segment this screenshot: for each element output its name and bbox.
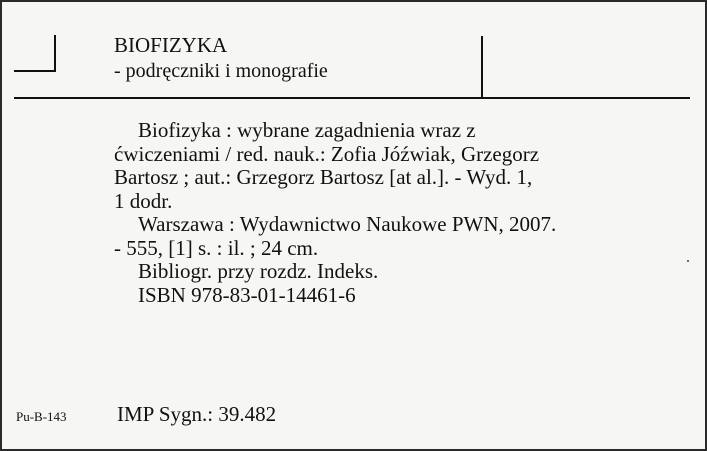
- corner-bracket-mark: [14, 35, 56, 72]
- subject-title: BIOFIZYKA: [114, 33, 228, 57]
- library-code: Pu-B-143: [16, 409, 67, 424]
- imprint-line-2: - 555, [1] s. : il. ; 24 cm.: [114, 235, 319, 260]
- vertical-divider: [481, 36, 483, 98]
- subject-subtitle: - podręczniki i monografie: [114, 60, 328, 82]
- card-speck: [687, 260, 689, 262]
- notes-line: Bibliogr. przy rozdz. Indeks.: [138, 259, 379, 283]
- title-statement-line-1: Biofizyka : wybrane zagadnienia wraz z: [138, 118, 476, 142]
- title-statement-line-3: Bartosz ; aut.: Grzegorz Bartosz [at al.]. - Wyd. 1,: [114, 165, 533, 189]
- horizontal-rule: [14, 97, 690, 99]
- isbn-line: ISBN 978-83-01-14461-6: [138, 282, 356, 307]
- bibliographic-description: [114, 119, 674, 307]
- title-statement-line-2: ćwiczeniami / red. nauk.: Zofia Jóźwiak, Grzegorz: [114, 141, 540, 166]
- imprint-line-1: Warszawa : Wydawnictwo Naukowe PWN, 2007.: [138, 212, 557, 236]
- title-statement-line-4: 1 dodr.: [114, 188, 173, 213]
- subject-heading: [114, 32, 328, 84]
- call-number: IMP Sygn.: 39.482: [117, 402, 277, 426]
